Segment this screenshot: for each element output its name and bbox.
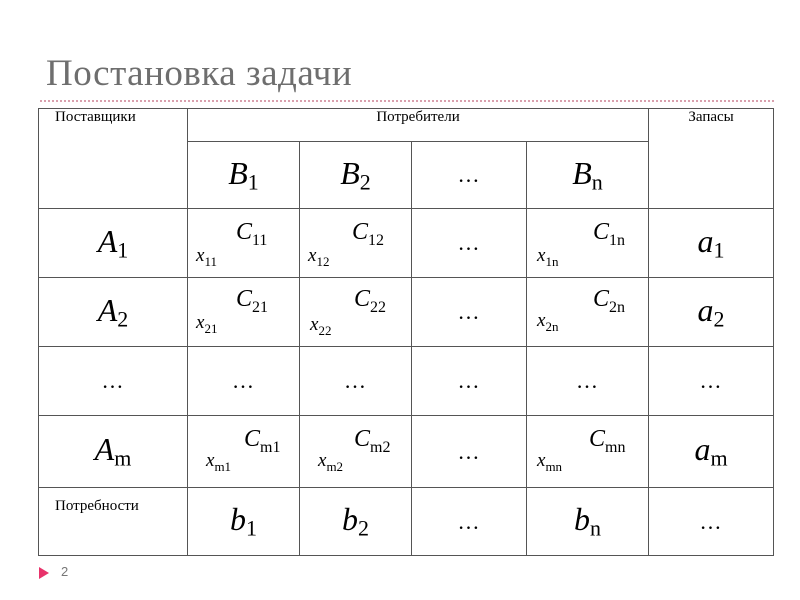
cost-cell — [412, 209, 527, 278]
table-row — [39, 278, 774, 347]
consumer-cell — [412, 142, 527, 209]
cost-value: $C_{12}$ — [352, 219, 385, 249]
ellipsis: … — [457, 368, 481, 393]
arrow-icon — [39, 567, 49, 579]
cost-cell — [300, 416, 412, 488]
supplier-cell — [39, 278, 188, 347]
cost-cell — [527, 278, 649, 347]
cost-value: $C_{11}$ — [236, 219, 268, 249]
cost-cell — [527, 347, 649, 416]
demand-cell — [527, 488, 649, 556]
demand-total-cell — [649, 488, 774, 556]
table-row — [39, 488, 774, 556]
supplier-label: $A_2$ — [97, 291, 129, 332]
transport-table — [38, 108, 774, 556]
cost-value: $C_{22}$ — [354, 286, 387, 316]
cost-cell — [527, 209, 649, 278]
supplier-label: $A_m$ — [94, 431, 132, 471]
header-suppliers: Поставщики — [39, 109, 188, 209]
cost-value: $C_{m1}$ — [244, 426, 281, 456]
demand-label: $b_2$ — [342, 501, 369, 541]
ellipsis: … — [344, 368, 367, 393]
stock-label: $a_1$ — [697, 222, 725, 263]
ellipsis: … — [576, 368, 600, 393]
table-row — [39, 416, 774, 488]
cost-cell — [188, 209, 300, 278]
page-number: 2 — [61, 564, 69, 579]
cost-cell — [188, 278, 300, 347]
table-row — [39, 347, 774, 416]
ellipsis: … — [699, 368, 723, 393]
demand-cell — [412, 488, 527, 556]
consumer-cell — [300, 142, 412, 209]
shipment-variable: $x_{11}$ — [196, 245, 217, 269]
cost-cell — [300, 347, 412, 416]
ellipsis: … — [457, 230, 481, 255]
cost-cell — [300, 209, 412, 278]
demand-cell — [188, 488, 300, 556]
ellipsis: … — [457, 162, 481, 187]
demand-label: $b_n$ — [574, 501, 602, 541]
ellipsis: … — [101, 368, 125, 393]
table-row — [39, 209, 774, 278]
cost-cell — [188, 416, 300, 488]
cost-cell — [412, 416, 527, 488]
demand-label: $b_1$ — [230, 501, 257, 541]
consumer-cell — [527, 142, 649, 209]
stock-cell — [649, 347, 774, 416]
consumer-label: $B_2$ — [340, 154, 371, 195]
stock-cell — [649, 209, 774, 278]
consumer-label: $B_n$ — [572, 154, 603, 195]
title-divider — [40, 100, 774, 102]
cost-value: $C_{2n}$ — [593, 286, 626, 316]
shipment-variable: $x_{m1}$ — [206, 450, 232, 474]
page-title: Постановка задачи — [46, 53, 353, 94]
ellipsis: … — [457, 438, 481, 464]
consumer-cell — [188, 142, 300, 209]
consumer-label: $B_1$ — [228, 154, 259, 195]
cost-value: $C_{21}$ — [236, 286, 269, 316]
ellipsis: … — [457, 299, 481, 324]
ellipsis: … — [232, 368, 255, 393]
shipment-variable: $x_{21}$ — [196, 312, 218, 336]
cost-cell — [188, 347, 300, 416]
shipment-variable: $x_{1n}$ — [537, 245, 559, 269]
shipment-variable: $x_{12}$ — [308, 245, 330, 269]
shipment-variable: $x_{2n}$ — [537, 310, 559, 334]
header-demands: Потребности — [39, 488, 188, 556]
supplier-label: $A_1$ — [97, 222, 129, 263]
cost-cell — [300, 278, 412, 347]
cost-value: $C_{m2}$ — [354, 426, 391, 456]
shipment-variable: $x_{mn}$ — [537, 450, 563, 474]
supplier-cell — [39, 416, 188, 488]
demand-cell — [300, 488, 412, 556]
cost-cell — [412, 278, 527, 347]
cost-value: $C_{1n}$ — [593, 219, 626, 249]
ellipsis: … — [457, 508, 481, 534]
stock-label: $a_2$ — [697, 291, 725, 332]
supplier-cell — [39, 347, 188, 416]
stock-cell — [649, 416, 774, 488]
header-stocks: Запасы — [649, 109, 774, 209]
shipment-variable: $x_{22}$ — [310, 314, 332, 338]
ellipsis: … — [699, 508, 723, 534]
cost-cell — [527, 416, 649, 488]
cost-value: $C_{mn}$ — [589, 426, 626, 456]
shipment-variable: $x_{m2}$ — [318, 450, 344, 474]
supplier-cell — [39, 209, 188, 278]
header-consumers: Потребители — [188, 109, 649, 142]
cost-cell — [412, 347, 527, 416]
stock-cell — [649, 278, 774, 347]
stock-label: $a_m$ — [694, 431, 728, 471]
